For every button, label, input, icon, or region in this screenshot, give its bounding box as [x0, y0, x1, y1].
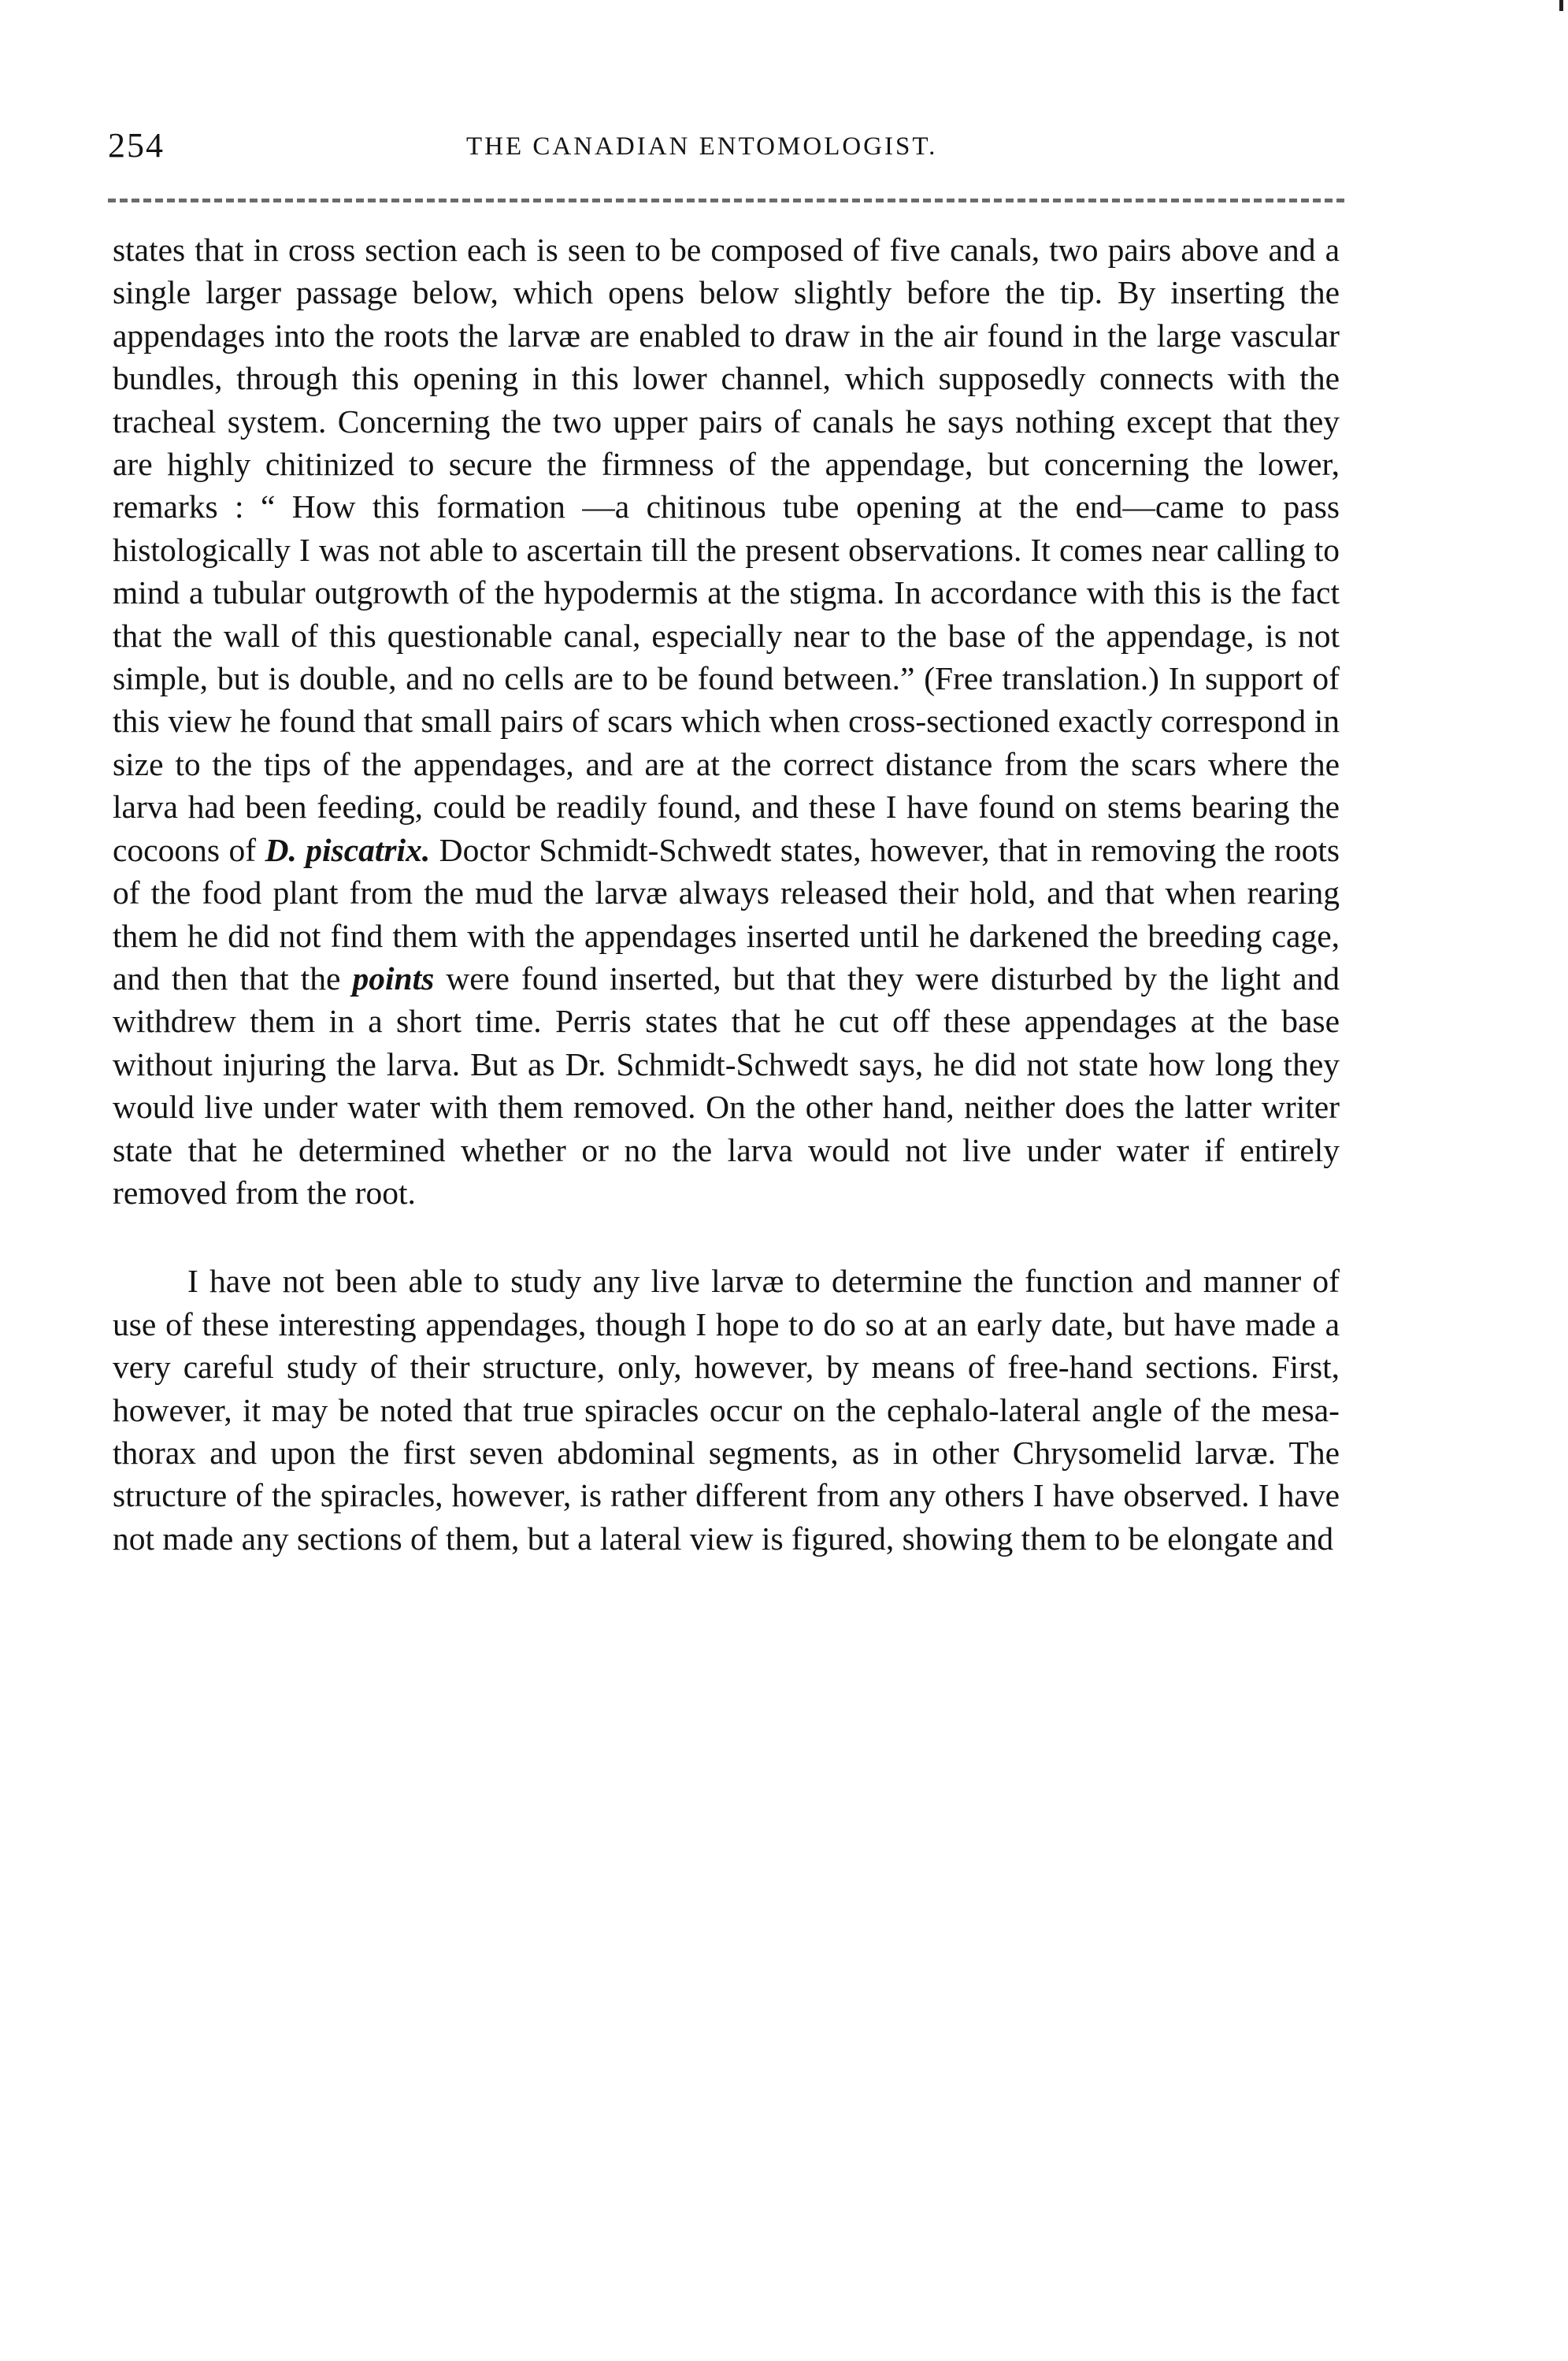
- page-edge-mark: [1559, 0, 1563, 11]
- body-text: [113, 228, 1340, 1560]
- paragraph-1-text-3: were found inserted, but that they were disturbed by the light and withdrew them in a short time. Perris states that he cut off these appendages at the base without injuring the larva. But as Dr. Schmidt-Schwedt says, he did not state how long they would live under water with them removed. On the other hand, neither does the latter writer state that he determined whether or no the larva would not live under water if entirely removed from the root.: [113, 960, 1340, 1211]
- paragraph-1-text-2: Doctor Schmidt-Schwedt states, however, that in removing the roots of the food plant from the mud the larvæ always released their hold, and that when rearing them he did not find them with the appendages inserted until he darkened the breeding cage, and then that the: [113, 831, 1340, 997]
- paragraph-2: [113, 1260, 1340, 1560]
- running-head: [108, 126, 1344, 165]
- journal-title: THE CANADIAN ENTOMOLOGIST.: [466, 132, 938, 161]
- page-number: 254: [108, 126, 165, 165]
- header-rule: [108, 199, 1344, 202]
- emphasis-points: points: [352, 960, 435, 997]
- species-name: D. piscatrix.: [265, 831, 431, 868]
- paragraph-2-text-1: I have not been able to study any live larvæ to determine the function and manner of use of these interesting appendages, though I hope to do so at an early date, but have made a very careful study of their structure, only, however, by means of free-hand sections. First, however, it may be noted that true spiracles occur on the cephalo-lateral angle of the mesa-thorax and upon the first seven abdominal segments, as in other Chrysomelid larvæ. The structure of the spiracles, however, is rather different from any others I have observed. I have not made any sections of them, but a lateral view is figured, showing them to be elongate and: [113, 1263, 1340, 1557]
- paragraph-1: [113, 228, 1340, 1214]
- paragraph-1-text-1: states that in cross section each is seen to be composed of five canals, two pairs above and a single larger passage below, which opens below slightly before the tip. By inserting the appendages into the roots the larvæ are enabled to draw in the air found in the large vascular bundles, through this opening in this lower channel, which supposedly connects with the tracheal system. Concerning the two upper pairs of canals he says nothing except that they are highly chitinized to secure the firmness of the appendage, but concerning the lower, remarks : “ How this formation —a chitinous tube opening at the end—came to pass histologically I was not able to ascertain till the present observations. It comes near calling to mind a tubular outgrowth of the hypodermis at the stigma. In accordance with this is the fact that the wall of this questionable canal, especially near to the base of the appendage, is not simple, but is double, and no cells are to be found between.” (Free translation.) In support of this view he found that small pairs of scars which when cross-sectioned exactly correspond in size to the tips of the appendages, and are at the correct distance from the scars where the larva had been feeding, could be readily found, and these I have found on stems bearing the cocoons of: [113, 232, 1340, 868]
